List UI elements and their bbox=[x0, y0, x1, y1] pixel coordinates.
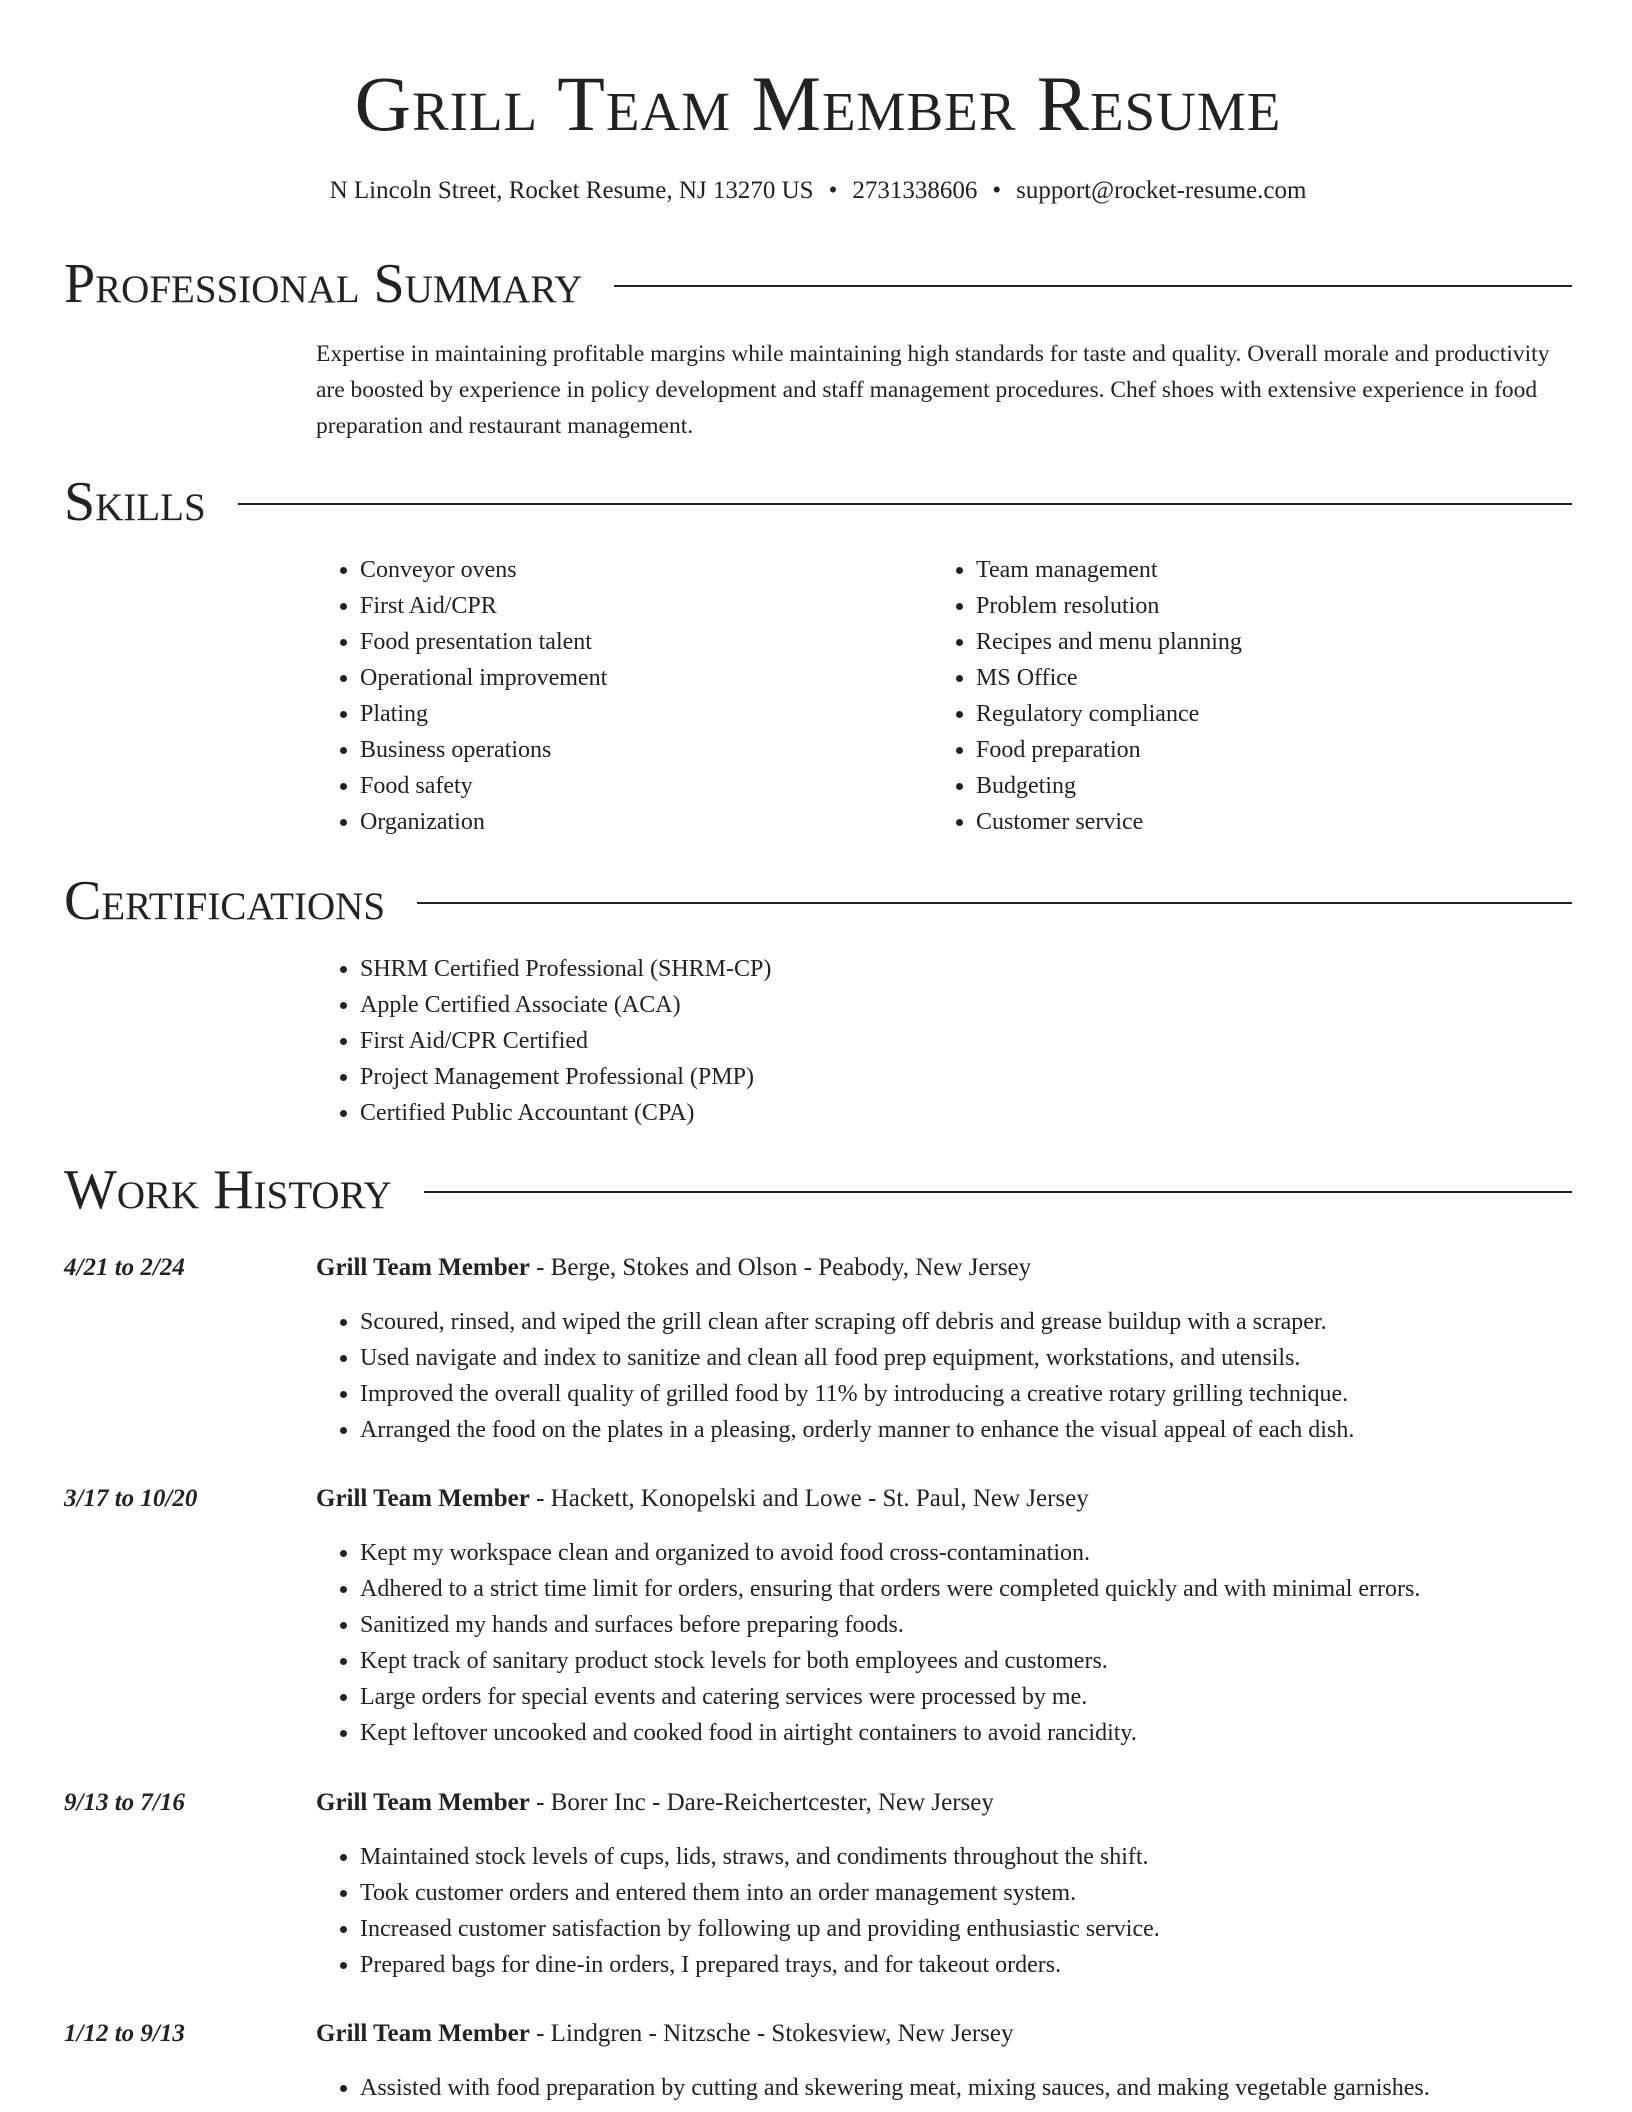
certifications-section-title: Certifications bbox=[64, 870, 386, 932]
contact-phone: 2731338606 bbox=[852, 177, 978, 204]
job-bullet: • Sanitized my hands and surfaces before preparing foods. bbox=[360, 1607, 1420, 1643]
job-bullet: • Arranged the food on the plates in a pleasing, orderly manner to enhance the visual appeal of each dish. bbox=[360, 1412, 1354, 1448]
list-item: • MS Office bbox=[976, 660, 1242, 696]
list-item: • Food safety bbox=[360, 768, 607, 804]
job-bullets bbox=[316, 2070, 1430, 2106]
skills-list-right bbox=[932, 552, 1242, 840]
list-item: • Project Management Professional (PMP) bbox=[360, 1059, 771, 1095]
job-heading bbox=[316, 2016, 1014, 2052]
job-role: Grill Team Member bbox=[316, 1254, 530, 1281]
list-item: • Business operations bbox=[360, 732, 607, 768]
skills-section-title: Skills bbox=[64, 471, 206, 533]
list-item: • Recipes and menu planning bbox=[976, 624, 1242, 660]
job-dates: 4/21 to 2/24 bbox=[64, 1254, 185, 1281]
job-role: Grill Team Member bbox=[316, 2020, 530, 2047]
job-heading bbox=[316, 1250, 1031, 1286]
job-bullet: • Assisted with food preparation by cutting and skewering meat, mixing sauces, and making vegetable garnishes. bbox=[360, 2070, 1430, 2106]
list-item: • Regulatory compliance bbox=[976, 696, 1242, 732]
resume-name: Grill Team Member Resume bbox=[354, 60, 1282, 147]
list-item: • Operational improvement bbox=[360, 660, 607, 696]
list-item: • First Aid/CPR bbox=[360, 588, 607, 624]
section-divider bbox=[424, 1191, 1572, 1193]
job-bullets bbox=[316, 1304, 1354, 1448]
list-item: • Food preparation bbox=[976, 732, 1242, 768]
job-bullet: • Increased customer satisfaction by following up and providing enthusiastic service. bbox=[360, 1911, 1160, 1947]
contact-separator: • bbox=[992, 177, 1002, 204]
job-bullet: • Used navigate and index to sanitize and clean all food prep equipment, workstations, and utensils. bbox=[360, 1340, 1354, 1376]
job-bullet: • Scoured, rinsed, and wiped the grill clean after scraping off debris and grease buildup with a scraper. bbox=[360, 1304, 1354, 1340]
job-dates: 3/17 to 10/20 bbox=[64, 1485, 198, 1512]
job-bullet: • Kept my workspace clean and organized to avoid food cross-contamination. bbox=[360, 1535, 1420, 1571]
list-item: • Team management bbox=[976, 552, 1242, 588]
section-divider bbox=[417, 902, 1572, 904]
job-bullet: • Adhered to a strict time limit for orders, ensuring that orders were completed quickly and with minimal errors. bbox=[360, 1571, 1420, 1607]
contact-address: N Lincoln Street, Rocket Resume, NJ 13270 US bbox=[329, 177, 814, 204]
job-dates: 1/12 to 9/13 bbox=[64, 2020, 185, 2047]
job-bullet: • Improved the overall quality of grilled food by 11% by introducing a creative rotary grilling technique. bbox=[360, 1376, 1354, 1412]
job-bullet: • Maintained stock levels of cups, lids, straws, and condiments throughout the shift. bbox=[360, 1839, 1160, 1875]
work-history-section-title: Work History bbox=[64, 1159, 392, 1221]
job-bullet: • Prepared bags for dine-in orders, I prepared trays, and for takeout orders. bbox=[360, 1947, 1160, 1983]
job-bullets bbox=[316, 1839, 1160, 1983]
job-employer-location: - Lindgren - Nitzsche - Stokesview, New Jersey bbox=[529, 2020, 1014, 2047]
certifications-section-header bbox=[64, 869, 1572, 933]
list-item: • Budgeting bbox=[976, 768, 1242, 804]
list-item: • First Aid/CPR Certified bbox=[360, 1023, 771, 1059]
certifications-list bbox=[316, 951, 771, 1131]
list-item: • Organization bbox=[360, 804, 607, 840]
job-bullet: • Kept leftover uncooked and cooked food in airtight containers to avoid rancidity. bbox=[360, 1715, 1420, 1751]
section-divider bbox=[614, 285, 1572, 287]
list-item: • Plating bbox=[360, 696, 607, 732]
work-history-section-header bbox=[64, 1158, 1572, 1222]
contact-separator: • bbox=[828, 177, 838, 204]
skills-section-header bbox=[64, 470, 1572, 534]
list-item: • Customer service bbox=[976, 804, 1242, 840]
contact-line bbox=[64, 174, 1572, 208]
summary-section-title: Professional Summary bbox=[64, 253, 583, 315]
summary-section-header bbox=[64, 252, 1572, 316]
list-item: • Apple Certified Associate (ACA) bbox=[360, 987, 771, 1023]
job-role: Grill Team Member bbox=[316, 1789, 530, 1816]
list-item: • Problem resolution bbox=[976, 588, 1242, 624]
job-employer-location: - Berge, Stokes and Olson - Peabody, New Jersey bbox=[529, 1254, 1032, 1281]
job-bullet: • Took customer orders and entered them into an order management system. bbox=[360, 1875, 1160, 1911]
job-bullets bbox=[316, 1535, 1420, 1751]
skills-list-left bbox=[316, 552, 607, 840]
job-heading bbox=[316, 1481, 1089, 1517]
job-employer-location: - Hackett, Konopelski and Lowe - St. Paul, New Jersey bbox=[529, 1485, 1089, 1512]
list-item: • Food presentation talent bbox=[360, 624, 607, 660]
list-item: • Certified Public Accountant (CPA) bbox=[360, 1095, 771, 1131]
section-divider bbox=[238, 503, 1572, 505]
job-role: Grill Team Member bbox=[316, 1485, 530, 1512]
job-employer-location: - Borer Inc - Dare-Reichertcester, New Jersey bbox=[529, 1789, 994, 1816]
job-heading bbox=[316, 1785, 994, 1821]
job-dates: 9/13 to 7/16 bbox=[64, 1789, 185, 1816]
job-bullet: • Large orders for special events and catering services were processed by me. bbox=[360, 1679, 1420, 1715]
job-bullet: • Kept track of sanitary product stock levels for both employees and customers. bbox=[360, 1643, 1420, 1679]
contact-email: support@rocket-resume.com bbox=[1016, 177, 1307, 204]
summary-text: Expertise in maintaining profitable margins while maintaining high standards for taste and quality. Overall morale and productivity are boosted by experience in policy development and staff management procedures. Chef shoes with extensive experience in food preparation and restaurant management. bbox=[316, 341, 1550, 439]
list-item: • SHRM Certified Professional (SHRM-CP) bbox=[360, 951, 771, 987]
list-item: • Conveyor ovens bbox=[360, 552, 607, 588]
